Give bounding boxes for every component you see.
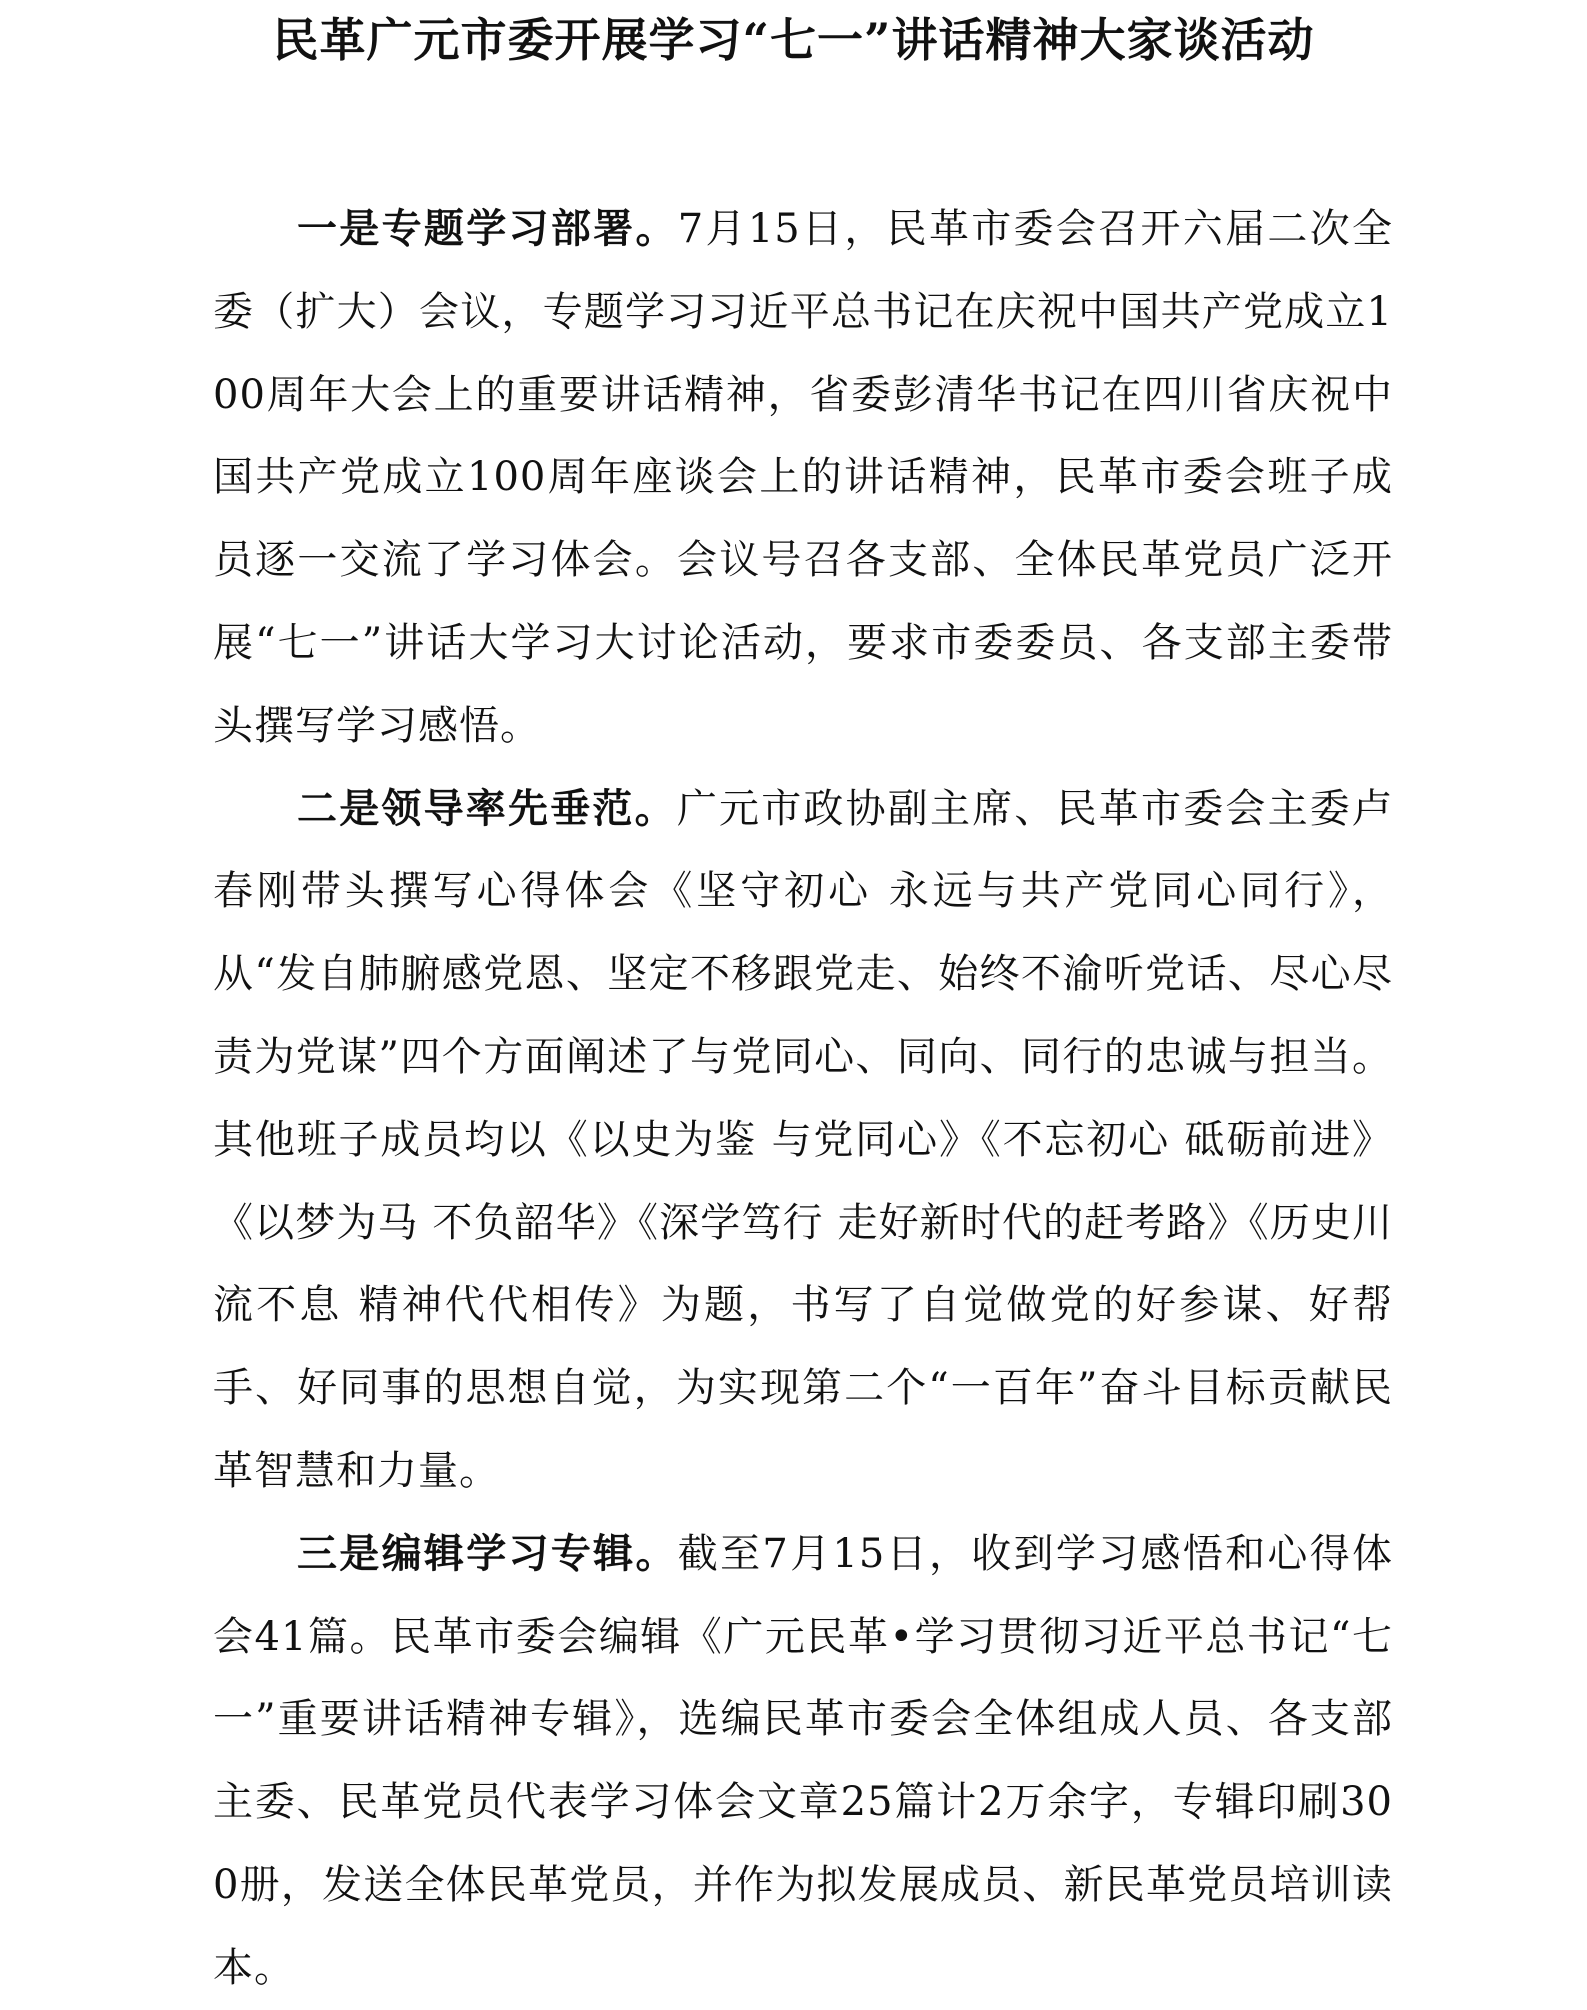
paragraph-leadership-example (213, 768, 1393, 1513)
paragraph-lead: 二是领导率先垂范。 (297, 784, 677, 832)
document-title: 民革广元市委开展学习“七一”讲话精神大家谈活动 (272, 13, 1315, 67)
paragraph-lead: 一是专题学习部署。 (297, 205, 678, 252)
paragraph-text: 截至7月15日，收到学习感悟和心得体会41篇。民革市委会编辑《广元民革•学习贯彻习近平总书记“七一”重要讲话精神专辑》，选编民革市委会全体组成人员、各支部主委、民革党员代表学习体会文章25篇计2万余字，专辑印刷300册，发送全体民革党员，并作为拟发展成员、新民革党员培训读本。 (213, 1530, 1394, 1991)
paragraph-text: 7月15日，民革市委会召开六届二次全委（扩大）会议，专题学习习近平总书记在庆祝中国共产党成立100周年大会上的重要讲话精神，省委彭清华书记在四川省庆祝中国共产党成立100周年座谈会上的讲话精神，民革市委会班子成员逐一交流了学习体会。会议号召各支部、全体民革党员广泛开展“七一”讲话大学习大讨论活动，要求市委委员、各支部主委带头撰写学习感悟。 (213, 206, 1394, 749)
document-body (213, 188, 1393, 2010)
paragraph-study-collection (213, 1513, 1393, 2010)
paragraph-lead: 三是编辑学习专辑。 (297, 1529, 678, 1577)
paragraph-study-deployment (213, 188, 1393, 768)
paragraph-text: 广元市政协副主席、民革市委会主委卢春刚带头撰写心得体会《坚守初心 永远与共产党同心同行》，从“发自肺腑感党恩、坚定不移跟党走、始终不渝听党话、尽心尽责为党谋”四个方面阐述了与党同心、同向、同行的忠诚与担当。其他班子成员均以《以史为鉴 与党同心》《不忘初心 砥砺前进》《以梦为马 不负韶华》《深学笃行 走好新时代的赶考路》《历史川流不息 精神代代相传》为题，书写了自觉做党的好参谋、好帮手、好同事的思想自觉，为实现第二个“一百年”奋斗目标贡献民革智慧和力量。 (213, 785, 1394, 1494)
